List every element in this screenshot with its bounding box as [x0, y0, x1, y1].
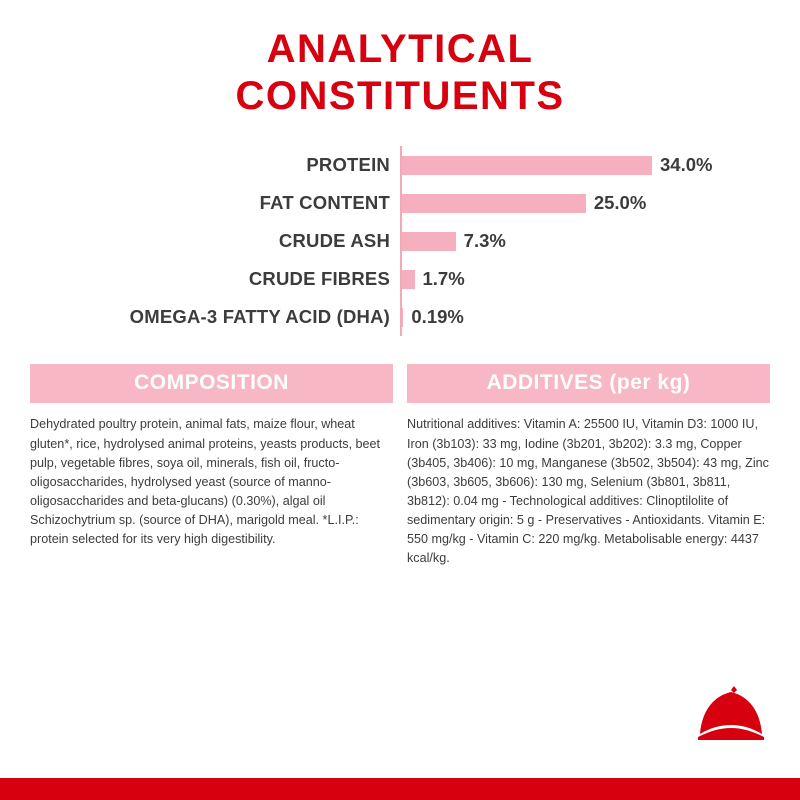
- chart-category-label: CRUDE FIBRES: [248, 268, 390, 290]
- chart-category-label: OMEGA-3 FATTY ACID (DHA): [129, 306, 390, 328]
- chart-bar-area: [400, 146, 770, 184]
- royal-canin-crown-icon: [696, 684, 766, 740]
- chart-category-label: CRUDE ASH: [278, 230, 390, 252]
- chart-bar: [402, 232, 456, 251]
- page-title-line-2: CONSTITUENTS: [235, 74, 565, 119]
- analytical-constituents-chart: [0, 146, 800, 336]
- chart-bar-area: [400, 260, 770, 298]
- chart-value-label: 25.0%: [593, 192, 647, 214]
- info-panels: [0, 364, 800, 568]
- chart-row: [30, 146, 770, 184]
- additives-panel-body: Nutritional additives: Vitamin A: 25500 IU, Vitamin D3: 1000 IU, Iron (3b103): 33 mg, Iodine (3b201, 3b202): 3.3 mg, Copper (3b405, 3b406): 10 mg, Manganese (3b502, 3b504): 43 mg, Zinc (3b603, 3b605, 3b606): 130 mg, Selenium (3b801, 3b811, 3b812): 0.04 mg - Technological additives: Clinoptilolite of sedimentary origin: 5 g - Preservatives - Antioxidants. Vitamin E: 550 mg/kg - Vitamin C: 220 mg/kg. Metabolisable energy: 4437 kcal/kg.: [407, 417, 769, 566]
- chart-row: [30, 260, 770, 298]
- chart-value-label: 34.0%: [660, 154, 713, 176]
- chart-category-label: FAT CONTENT: [259, 192, 390, 214]
- additives-panel-header: ADDITIVES (per kg): [407, 364, 770, 403]
- page-title-line-1: ANALYTICAL: [266, 27, 534, 71]
- chart-bar: [402, 194, 586, 213]
- chart-bar-area: [400, 222, 770, 260]
- chart-value-label: 7.3%: [463, 230, 506, 252]
- chart-row: [30, 222, 770, 260]
- chart-row: [30, 184, 770, 222]
- chart-bar-area: [400, 298, 770, 336]
- additives-panel: [407, 364, 770, 568]
- footer-bar: [0, 778, 800, 800]
- chart-value-label: 0.19%: [411, 306, 464, 328]
- chart-bar-area: [400, 184, 770, 222]
- chart-value-label: 1.7%: [422, 268, 465, 290]
- chart-bar: [402, 270, 415, 289]
- chart-row: [30, 298, 770, 336]
- chart-bar: [402, 156, 652, 175]
- composition-panel: [30, 364, 393, 568]
- chart-bar: [402, 308, 403, 327]
- composition-panel-header: COMPOSITION: [30, 364, 393, 403]
- page-title: [0, 0, 800, 120]
- composition-panel-body: Dehydrated poultry protein, animal fats, maize flour, wheat gluten*, rice, hydrolysed animal proteins, yeasts products, beet pulp, vegetable fibres, soya oil, minerals, fish oil, fructo-oligosaccharides, hydrolysed yeast (source of manno-oligosaccharides and beta-glucans) (0.30%), algal oil Schizochytrium sp. (source of DHA), marigold meal. *L.I.P.: protein selected for its very high digestibility.: [30, 417, 381, 547]
- chart-category-label: PROTEIN: [306, 154, 390, 176]
